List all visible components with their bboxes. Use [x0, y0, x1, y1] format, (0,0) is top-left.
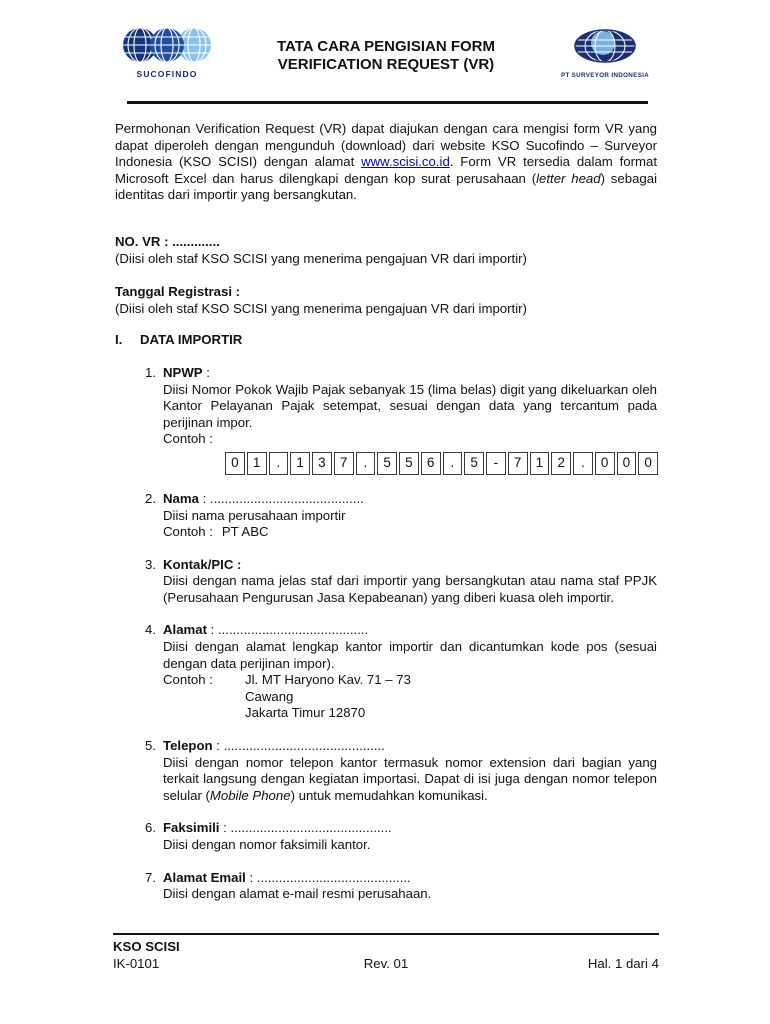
surveyor-indonesia-globe-icon	[566, 26, 644, 66]
item-faksimili-number: 6.	[145, 820, 156, 836]
item-telepon-title: Telepon : ............................................	[163, 738, 385, 754]
page-title	[277, 26, 495, 74]
intro-text-2: . Form VR tersedia dalam format Microsoft Excel dan harus dilengkapi dengan kop surat perusahaan (	[115, 154, 657, 186]
npwp-cell: 1	[247, 452, 267, 475]
item-nama-contoh-value: PT ABC	[221, 524, 269, 540]
npwp-cell: 1	[290, 452, 310, 475]
mobile-phone-italic: Mobile Phone	[209, 787, 291, 803]
header-divider	[127, 101, 648, 104]
item-npwp-number: 1.	[145, 364, 156, 380]
scisi-website-link[interactable]: www.scisi.co.id	[361, 154, 450, 170]
item-nama	[145, 491, 657, 541]
contoh-address-line-1: Jl. MT Haryono Kav. 71 – 73	[245, 672, 411, 688]
item-faksimili-desc: Diisi dengan nomor faksimili kantor.	[163, 837, 371, 852]
item-npwp-desc: Diisi Nomor Pokok Wajib Pajak sebanyak 15 (lima belas) digit yang dikeluarkan oleh Kantor Pelayanan Pajak setempat, sesuai dengan data yang tercantum pada perijinan impor.	[163, 381, 657, 430]
item-alamat-desc: Diisi dengan alamat lengkap kantor importir dan dicantumkan kode pos (sesuai dengan data perijinan impor).	[163, 639, 657, 671]
item-alamat-email-number: 7.	[145, 869, 156, 885]
item-npwp	[145, 365, 657, 475]
npwp-cell: .	[573, 452, 593, 475]
no-vr-label: NO. VR : .............	[115, 233, 220, 249]
tanggal-registrasi-note: (Diisi oleh staf KSO SCISI yang menerima pengajuan VR dari importir)	[115, 300, 527, 316]
item-nama-desc: Diisi nama perusahaan importir	[163, 507, 346, 523]
item-alamat-title: Alamat : .........................................	[163, 622, 369, 638]
contoh-address-line-3: Jakarta Timur 12870	[245, 705, 366, 721]
section-1-heading	[115, 332, 657, 349]
title-line-1: TATA CARA PENGISIAN FORM	[276, 38, 496, 55]
item-faksimili-title: Faksimili : ............................................	[163, 820, 392, 836]
item-alamat-email-title: Alamat Email : ..........................................	[163, 869, 411, 885]
npwp-cell: 0	[225, 452, 245, 475]
item-kontak-pic-title: Kontak/PIC :	[163, 556, 242, 572]
item-telepon-number: 5.	[145, 738, 156, 754]
section-1-title: DATA IMPORTIR	[140, 332, 243, 348]
intro-text-1: Permohonan Verification Request (VR) dapat diajukan dengan cara mengisi form VR yang dapat diperoleh dengan mengunduh (download) dari website KSO Sucofindo – Surveyor Indonesia (KSO SCISI) dengan alamat	[115, 121, 657, 170]
npwp-cell: 3	[312, 452, 332, 475]
contoh-address-line-2: Cawang	[245, 688, 294, 704]
npwp-cell: 1	[530, 452, 550, 475]
item-npwp-title: NPWP :	[163, 364, 210, 380]
item-alamat-email	[145, 870, 657, 903]
sucofindo-logo-text: SUCOFINDO	[136, 69, 198, 79]
document-footer	[113, 933, 659, 972]
npwp-cell: -	[486, 452, 506, 475]
item-faksimili	[145, 820, 657, 853]
npwp-cell: 0	[595, 452, 615, 475]
npwp-cell: 5	[464, 452, 484, 475]
npwp-digit-table	[225, 452, 658, 475]
npwp-cell: 6	[421, 452, 441, 475]
footer-page-info: Hal. 1 dari 4	[587, 955, 659, 971]
footer-doc-code: IK-0101	[113, 955, 160, 971]
sucofindo-logo	[115, 26, 219, 83]
item-alamat-email-desc: Diisi dengan alamat e-mail resmi perusahaan.	[163, 886, 432, 902]
npwp-cell: 0	[617, 452, 637, 475]
footer-meta-row	[113, 956, 659, 973]
item-nama-number: 2.	[145, 490, 156, 506]
item-alamat-contoh-lines	[245, 672, 411, 722]
surveyor-indonesia-logo	[553, 26, 657, 85]
npwp-cell: 0	[638, 452, 658, 475]
npwp-cell: .	[443, 452, 463, 475]
tanggal-registrasi-label: Tanggal Registrasi :	[115, 284, 241, 300]
npwp-cell: 7	[508, 452, 528, 475]
surveyor-indonesia-logo-text: PT SURVEYOR INDONESIA	[560, 72, 650, 79]
footer-divider	[113, 933, 659, 935]
item-alamat	[145, 622, 657, 722]
section-1-numeral: I.	[115, 332, 123, 348]
intro-paragraph	[115, 121, 657, 204]
npwp-cell: 5	[377, 452, 397, 475]
intro-text-3: ) sebagai identitas dari importir yang bersangkutan.	[115, 170, 657, 203]
item-alamat-number: 4.	[145, 622, 156, 638]
document-body	[115, 121, 657, 903]
document-header	[115, 26, 657, 85]
npwp-cell: 7	[334, 452, 354, 475]
footer-revision: Rev. 01	[363, 955, 409, 971]
intro-italic-letter-head: letter head	[536, 170, 601, 186]
item-nama-title: Nama : ..........................................	[163, 490, 364, 506]
npwp-cell: .	[356, 452, 376, 475]
item-alamat-contoh: Contoh : Jl. MT Haryono Kav. 71 – 73 Cawang Jakarta Timur 12870	[163, 672, 411, 721]
item-kontak-pic-number: 3.	[145, 556, 156, 572]
footer-org: KSO SCISI	[113, 939, 180, 954]
item-telepon-desc: Diisi dengan nomor telepon kantor termasuk nomor extension dari bagian yang terkait langsung dengan kegiatan importasi. Dapat di isi juga dengan nomor telepon selular (Mobile Phone) untuk memudahkan komunikasi.	[163, 754, 657, 803]
no-vr-note: (Diisi oleh staf KSO SCISI yang menerima pengajuan VR dari importir)	[115, 250, 527, 266]
item-npwp-contoh-label: Contoh :	[163, 431, 213, 447]
npwp-cell: .	[269, 452, 289, 475]
item-kontak-pic	[145, 557, 657, 607]
item-kontak-pic-desc: Diisi dengan nama jelas staf dari importir yang bersangkutan atau nama staf PPJK (Perusahaan Pengurusan Jasa Kepabeanan) yang diberi kuasa oleh importir.	[163, 573, 657, 605]
title-line-2: VERIFICATION REQUEST (VR)	[277, 56, 495, 73]
item-telepon	[145, 738, 657, 804]
npwp-cell: 5	[399, 452, 419, 475]
sucofindo-globes-icon	[121, 26, 213, 64]
npwp-cell: 2	[551, 452, 571, 475]
item-nama-contoh: Contoh : PT ABC	[163, 524, 269, 540]
